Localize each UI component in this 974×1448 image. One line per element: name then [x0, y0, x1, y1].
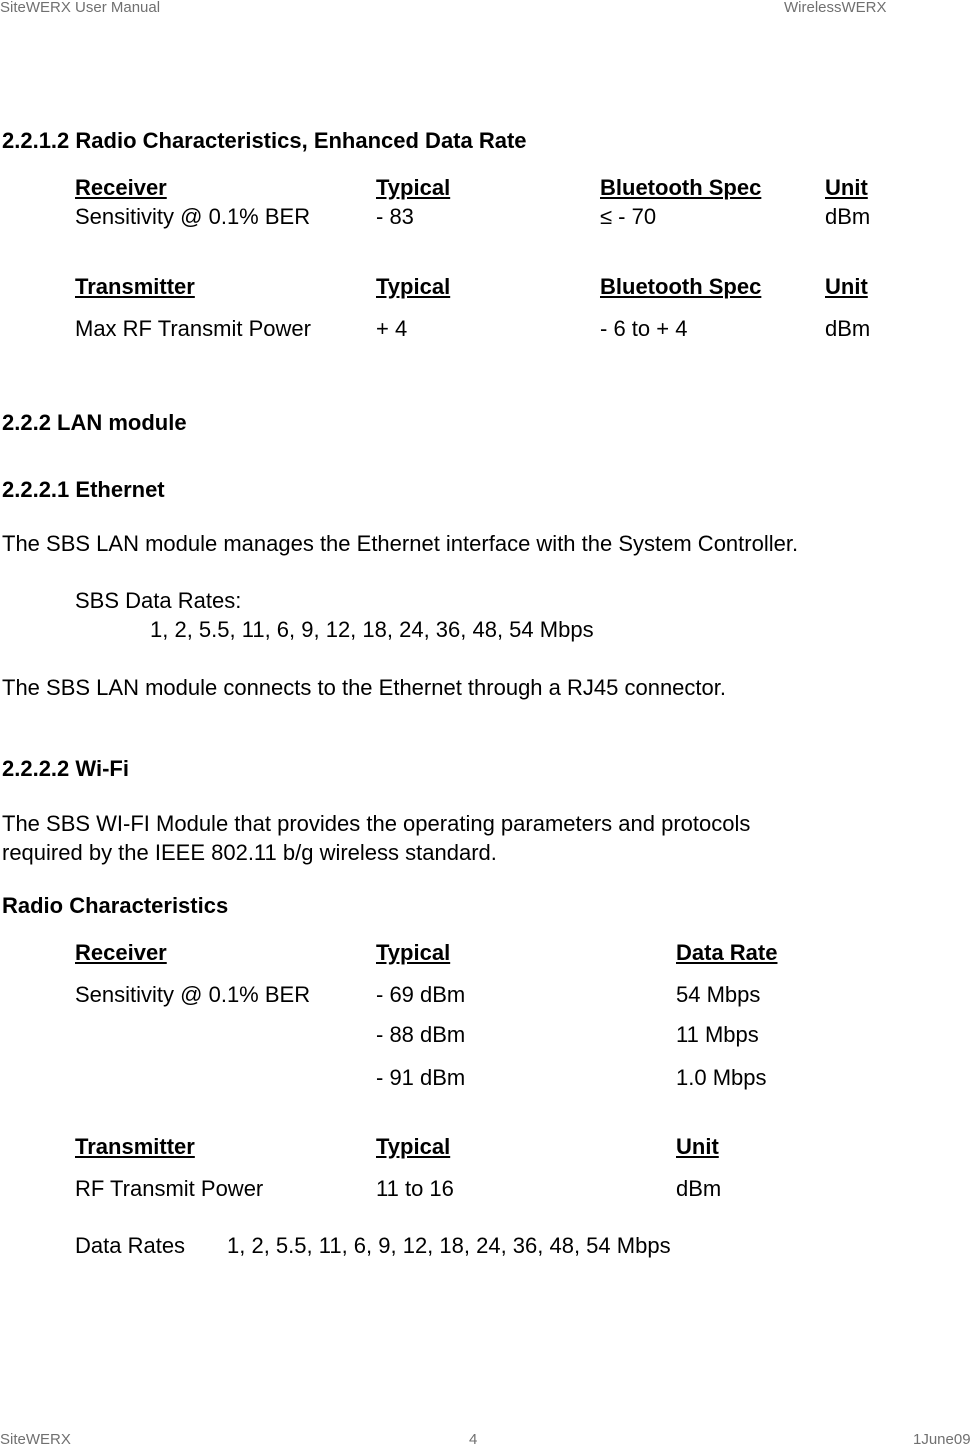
edr-rx-header-typical: Typical: [376, 175, 451, 200]
page-footer-left: SiteWERX: [0, 1431, 71, 1448]
ethernet-rates-label: SBS Data Rates:: [75, 588, 242, 613]
wifi-rx-typical: - 91 dBm: [376, 1065, 466, 1090]
section-title-ethernet: 2.2.2.1 Ethernet: [2, 477, 165, 502]
wifi-rx-typical: - 69 dBm: [376, 982, 466, 1007]
section-title-edr: 2.2.1.2 Radio Characteristics, Enhanced Data Rate: [2, 128, 527, 153]
wifi-rx-data-rate: 54 Mbps: [676, 982, 761, 1007]
edr-rx-unit: dBm: [825, 204, 871, 229]
edr-rx-header-receiver: Receiver: [75, 175, 167, 200]
wifi-tx-header-transmitter: Transmitter: [75, 1134, 195, 1159]
section-title-wifi: 2.2.2.2 Wi-Fi: [2, 756, 129, 781]
wifi-rx-data-rate: 1.0 Mbps: [676, 1065, 767, 1090]
wifi-rx-param: Sensitivity @ 0.1% BER: [75, 982, 311, 1007]
edr-tx-header-transmitter: Transmitter: [75, 274, 195, 299]
wifi-tx-typical: 11 to 16: [376, 1176, 454, 1201]
wifi-data-rates-value: 1, 2, 5.5, 11, 6, 9, 12, 18, 24, 36, 48, 54 Mbps: [227, 1233, 671, 1258]
ethernet-paragraph-2: The SBS LAN module connects to the Ethernet through a RJ45 connector.: [2, 675, 726, 700]
wifi-tx-header-typical: Typical: [376, 1134, 451, 1159]
page-header-left: SiteWERX User Manual: [0, 0, 161, 16]
page-footer-right: 1June09: [913, 1431, 971, 1448]
wifi-paragraph-line-1: The SBS WI-FI Module that provides the operating parameters and protocols: [2, 811, 751, 836]
page-header-right: WirelessWERX: [784, 0, 887, 16]
wifi-rx-data-rate: 11 Mbps: [676, 1022, 759, 1047]
edr-tx-header-typical: Typical: [376, 274, 451, 299]
edr-rx-header-spec: Bluetooth Spec: [600, 175, 762, 200]
edr-tx-param: Max RF Transmit Power: [75, 316, 311, 341]
radio-characteristics-title: Radio Characteristics: [2, 893, 229, 918]
wifi-tx-param: RF Transmit Power: [75, 1176, 264, 1201]
edr-tx-typical: + 4: [376, 316, 408, 341]
edr-tx-unit: dBm: [825, 316, 871, 341]
edr-tx-header-spec: Bluetooth Spec: [600, 274, 762, 299]
wifi-tx-header-unit: Unit: [676, 1134, 719, 1159]
edr-rx-param: Sensitivity @ 0.1% BER: [75, 204, 311, 229]
ethernet-paragraph-1: The SBS LAN module manages the Ethernet interface with the System Controller.: [2, 531, 799, 556]
edr-rx-header-unit: Unit: [825, 175, 868, 200]
wifi-data-rates-label: Data Rates: [75, 1233, 186, 1258]
edr-tx-spec: - 6 to + 4: [600, 316, 688, 341]
edr-tx-header-unit: Unit: [825, 274, 868, 299]
wifi-paragraph-line-2: required by the IEEE 802.11 b/g wireless standard.: [2, 840, 497, 865]
wifi-rx-header-data-rate: Data Rate: [676, 940, 778, 965]
wifi-rx-header-receiver: Receiver: [75, 940, 167, 965]
wifi-rx-header-typical: Typical: [376, 940, 451, 965]
ethernet-rates-value: 1, 2, 5.5, 11, 6, 9, 12, 18, 24, 36, 48, 54 Mbps: [150, 617, 594, 642]
page-number: 4: [469, 1431, 478, 1448]
wifi-rx-typical: - 88 dBm: [376, 1022, 466, 1047]
section-title-lan: 2.2.2 LAN module: [2, 410, 187, 435]
edr-rx-typical: - 83: [376, 204, 414, 229]
wifi-tx-unit: dBm: [676, 1176, 722, 1201]
edr-rx-spec: ≤ - 70: [600, 204, 657, 229]
